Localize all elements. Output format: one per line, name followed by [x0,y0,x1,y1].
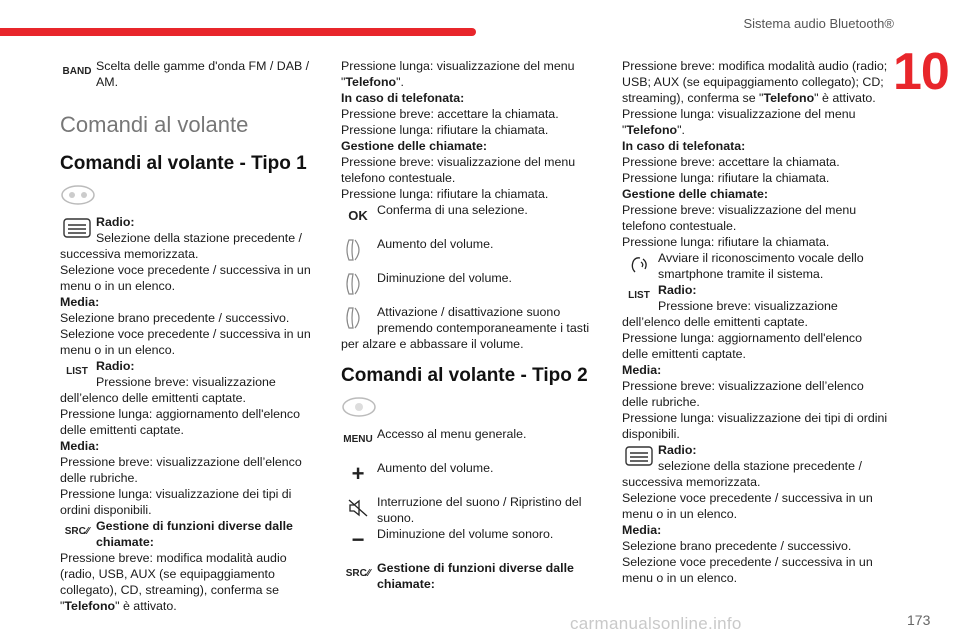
header-bar [0,28,472,36]
call-line-3-1: Pressione breve: accettare la chiamata. [622,155,840,169]
list-button-3-icon: LIST [628,290,650,301]
list3-media-label: Media: [622,363,662,377]
header-bar-cap [468,28,476,36]
list3-media-line-2: Pressione lunga: visualizzazione dei tipi di ordini disponibili. [622,411,888,441]
media-label: Media: [60,295,100,309]
radio-line-1: Selezione della stazione precedente / successiva memorizzata. [60,231,302,261]
column-2 [341,58,603,592]
list-entry-3 [622,282,890,442]
ok-entry [341,202,603,230]
media3-label: Media: [622,523,662,537]
list-3-icon [622,442,656,470]
call-line-3-2: Pressione lunga: rifiutare la chiamata. [622,171,830,185]
steering-wheel-2-icon [341,396,377,418]
manage-line-3-2: Pressione lunga: rifiutare la chiamata. [622,235,830,249]
src-title: Gestione di funzioni diverse dalle chiamate: [96,519,293,549]
src2-title: Gestione di funzioni diverse dalle chiamate: [377,561,574,591]
menu-icon: MENU [343,434,373,445]
menu-text: Accesso al menu generale. [377,427,527,441]
band-entry [60,58,325,90]
radio-entry [60,214,325,358]
phone-menu-line: Pressione lunga: visualizzazione del menu "Telefono". [341,59,575,89]
vol-up-text: Aumento del volume. [377,237,494,251]
list-radio-label: Radio: [96,359,135,373]
call-label: In caso di telefonata: [341,91,465,105]
list3-radio-line-2: Pressione lunga: aggiornamento dell'elenco delle emittenti captate. [622,331,863,361]
plus-entry [341,460,603,488]
minus-entry [341,526,603,554]
radio3-line-2: Selezione voce precedente / successiva in un menu o in un elenco. [622,491,873,521]
manage-label: Gestione delle chiamate: [341,139,487,153]
plus-icon: + [351,461,365,486]
list3-media-line-1: Pressione breve: visualizzazione dell’elenco delle rubriche. [622,379,864,409]
call-line-1: Pressione breve: accettare la chiamata. [341,107,559,121]
call-line-2: Pressione lunga: rifiutare la chiamata. [341,123,549,137]
ok-icon: OK [348,208,368,223]
menu-entry [341,426,603,454]
src-line-1: Pressione breve: modifica modalità audio (radio, USB, AUX (se equipaggiamento collegato), CD, streaming), conferma se "Telefono" è attivato. [60,551,287,613]
mute-icon [341,494,375,522]
src2-entry [341,560,603,592]
vol-down-entry [341,270,603,298]
ok-text: Conferma di una selezione. [377,203,528,217]
watermark: carmanualsonline.info [570,614,742,633]
mute-text: Attivazione / disattivazione suono premendo contemporaneamente i tasti per alzare e abbassare il volume. [341,305,590,351]
list-entry [60,358,325,518]
list3-radio-line-1: Pressione breve: visualizzazione dell’elenco delle emittenti captate. [622,299,838,329]
radio-label: Radio: [96,215,135,229]
list-media-label: Media: [60,439,100,453]
voice-text: Avviare il riconoscimento vocale dello smartphone tramite il sistema. [658,251,864,281]
chapter-number: 10 [893,43,949,101]
manage-line-2: Pressione lunga: rifiutare la chiamata. [341,187,549,201]
phone-menu-line-3: Pressione lunga: visualizzazione del menu "Telefono". [622,107,856,137]
src2-icon: SRC ∕∕ [345,568,371,579]
src-entry [60,518,325,614]
src-cont-line: Pressione breve: modifica modalità audio (radio; USB; AUX (se equipaggiamento collegato); CD; streaming), conferma se "Telefono" è attivato. [622,59,888,105]
manage-label-3: Gestione delle chiamate: [622,187,768,201]
radio3-label: Radio: [658,443,697,457]
media-line-2: Selezione voce precedente / successiva in un menu o in un elenco. [60,327,311,357]
band-icon: BAND [62,66,92,77]
radio-entry-3 [622,442,890,586]
minus-text: Diminuzione del volume sonoro. [377,527,554,541]
media-line-1: Selezione brano precedente / successivo. [60,311,290,325]
call-label-3: In caso di telefonata: [622,139,746,153]
media3-line-2: Selezione voce precedente / successiva in un menu o in un elenco. [622,555,873,585]
column-3 [622,58,890,586]
media3-line-1: Selezione brano precedente / successivo. [622,539,852,553]
list-icon [60,214,94,242]
minus-icon: − [351,527,365,552]
mute2-text: Interruzione del suono / Ripristino del suono. [377,495,582,525]
volume-mute-icon [341,304,375,332]
manage-line-3-1: Pressione breve: visualizzazione del menu telefono contestuale. [622,203,857,233]
voice-entry [622,250,890,282]
list-radio-line-2: Pressione lunga: aggiornamento dell'elenco delle emittenti captate. [60,407,301,437]
vol-up-entry [341,236,603,264]
header-title: Sistema audio Bluetooth® [743,16,894,31]
section-title: Comandi al volante [60,112,249,137]
radio-line-2: Selezione voce precedente / successiva in un menu o in un elenco. [60,263,311,293]
list-button-icon: LIST [66,366,88,377]
page-number: 173 [907,612,931,628]
vol-down-text: Diminuzione del volume. [377,271,512,285]
plus-text: Aumento del volume. [377,461,494,475]
band-text: Scelta delle gamme d'onda FM / DAB / AM. [96,59,310,89]
column-1 [60,58,325,614]
voice-icon [622,250,656,278]
type2-title: Comandi al volante - Tipo 2 [341,365,588,386]
manage-line-1: Pressione breve: visualizzazione del menu telefono contestuale. [341,155,576,185]
list3-radio-label: Radio: [658,283,697,297]
src-icon: SRC ∕∕ [64,526,90,537]
type1-title: Comandi al volante - Tipo 1 [60,153,307,174]
mute-entry [341,304,603,352]
list-radio-line-1: Pressione breve: visualizzazione dell’elenco delle emittenti captate. [60,375,276,405]
volume-down-icon [341,270,375,298]
list-media-line-1: Pressione breve: visualizzazione dell’elenco delle rubriche. [60,455,302,485]
radio3-line-1: selezione della stazione precedente / successiva memorizzata. [622,459,862,489]
steering-wheel-icon [60,184,96,206]
mute2-entry [341,494,603,526]
volume-up-icon [341,236,375,264]
list-media-line-2: Pressione lunga: visualizzazione dei tipi di ordini disponibili. [60,487,292,517]
